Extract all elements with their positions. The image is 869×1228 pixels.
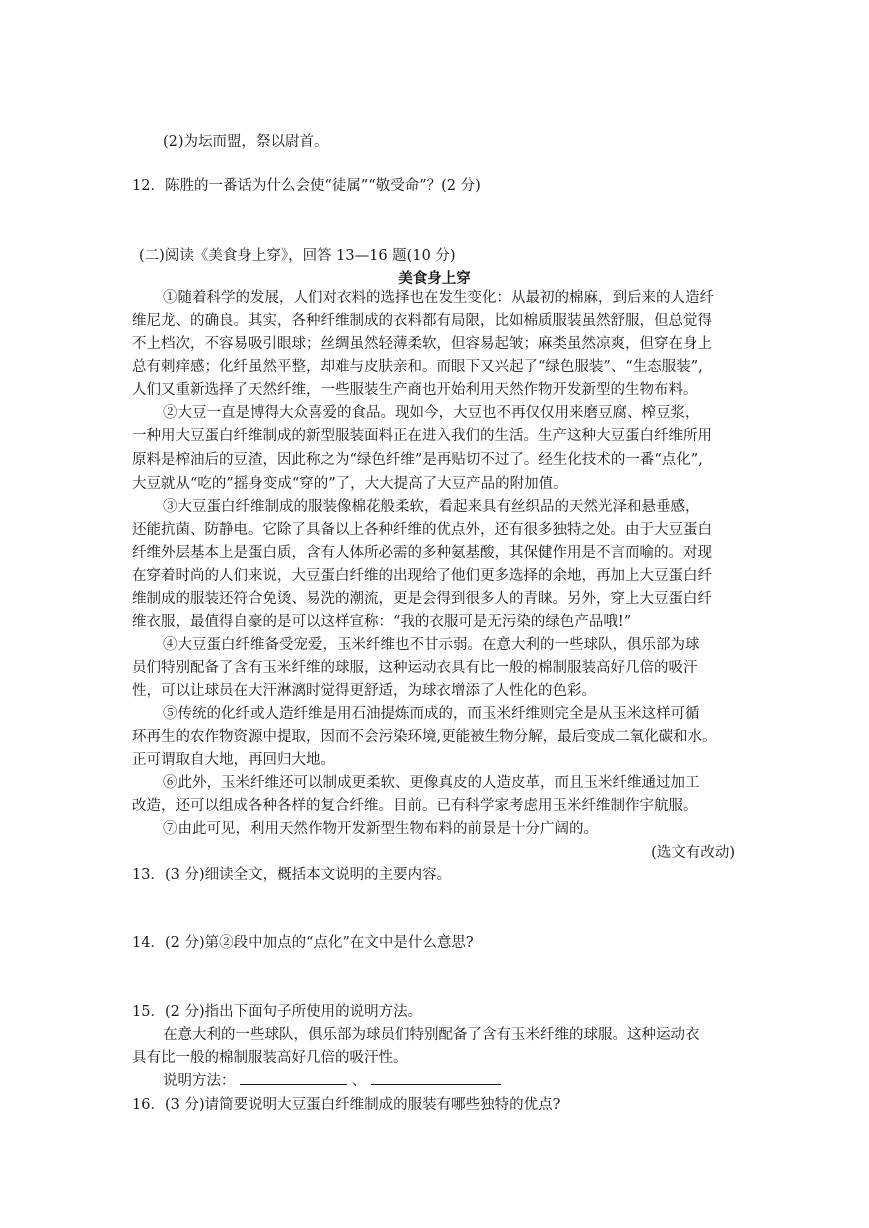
passage-line: 员们特别配备了含有玉米纤维的球服，这种运动衣具有比一般的棉制服装高好几倍的吸汗 [132, 660, 698, 676]
passage-line: ⑥此外，玉米纤维还可以制成更柔软、更像真皮的人造皮革，而且玉米纤维通过加工 [163, 775, 700, 791]
passage-line: 环再生的农作物资源中提取，因而不会污染环境,更能被生物分解，最后变成二氧化碳和水。 [132, 729, 717, 745]
question-13: 13．(3 分)细读全文，概括本文说明的主要内容。 [132, 867, 452, 883]
passage-line: 原料是榨油后的豆渣，因此称之为“绿色纤维”是再贴切不过了。经生化技术的一番“点化”, [132, 452, 703, 468]
passage-title: 美食身上穿 [398, 271, 471, 287]
passage-line: 还能抗菌、防静电。它除了具备以上各种纤维的优点外，还有很多独特之处。由于大豆蛋白 [132, 522, 712, 538]
question-15-sentence: 具有比一般的棉制服装高好几倍的吸汗性。 [132, 1050, 408, 1066]
passage-line: 维尼龙、的确良。其实，各种纤维制成的衣料都有局限，比如棉质服装虽然舒服，但总觉得 [132, 313, 712, 329]
passage-line: 纤维外层基本上是蛋白质，含有人体所必需的多种氨基酸，其保健作用是不言而喻的。对现 [132, 545, 712, 561]
passage-line: 维衣服，最值得自豪的是可以这样宣称：“我的衣服可是无污染的绿色产品哦!” [132, 614, 632, 630]
passage-line: ①随着科学的发展，人们对衣料的选择也在发生变化：从最初的棉麻，到后来的人造纤 [163, 290, 714, 306]
passage-line: ④大豆蛋白纤维备受宠爱，玉米纤维也不甘示弱。在意大利的一些球队，俱乐部为球 [163, 637, 700, 653]
question-15: 15．(2 分)指出下面句子所使用的说明方法。 [132, 1004, 423, 1020]
passage-line: 改造，还可以组成各种各样的复合纤维。目前。已有科学家考虑用玉米纤维制作宇航服。 [132, 798, 698, 814]
passage-line: 大豆就从“吃的”摇身变成“穿的”了，大大提高了大豆产品的附加值。 [132, 476, 568, 492]
question-15-sentence: 在意大利的一些球队，俱乐部为球员们特别配备了含有玉米纤维的球服。这种运动衣 [163, 1027, 700, 1043]
passage-line: 正可谓取自大地，再回归大地。 [132, 752, 335, 768]
question-14: 14．(2 分)第②段中加点的“点化”在文中是什么意思? [132, 935, 474, 951]
passage-line: ⑤传统的化纤或人造纤维是用石油提炼而成的，而玉米纤维则完全是从玉米这样可循 [163, 706, 700, 722]
passage-line: 一种用大豆蛋白纤维制成的新型服装面料正在进入我们的生活。生产这种大豆蛋白纤维所用 [132, 428, 712, 444]
question-12: 12．陈胜的一番话为什么会使“徒属”“敬受命”？(2 分) [132, 178, 481, 194]
passage-line: ③大豆蛋白纤维制成的服装像棉花般柔软，看起来具有丝织品的天然光泽和悬垂感， [163, 499, 700, 515]
passage-line: 不上档次，不容易吸引眼球；丝绸虽然轻薄柔软，但容易起皱；麻类虽然凉爽，但穿在身上 [132, 336, 712, 352]
passage-line: ②大豆一直是博得大众喜爱的食品。现如今，大豆也不再仅仅用来磨豆腐、榨豆浆， [163, 405, 700, 421]
passage-line: 性，可以让球员在大汗淋漓时觉得更舒适，为球衣增添了人性化的色彩。 [132, 683, 596, 699]
answer-blank-2[interactable] [371, 1070, 501, 1085]
answer-label: 说明方法： [163, 1073, 236, 1089]
passage-line: 人们又重新选择了天然纤维，一些服装生产商也开始利用天然作物开发新型的生物布料。 [132, 382, 698, 398]
section-heading: (二)阅读《美食身上穿》，回答 13—16 题(10 分) [139, 248, 456, 264]
question-16: 16．(3 分)请简要说明大豆蛋白纤维制成的服装有哪些独特的优点? [132, 1097, 561, 1113]
passage-line: 在穿着时尚的人们来说，大豆蛋白纤维的出现给了他们更多选择的余地，再加上大豆蛋白纤 [132, 568, 712, 584]
answer-blank-1[interactable] [240, 1070, 347, 1085]
passage-line: 总有刺痒感；化纤虽然平整，却难与皮肤亲和。而眼下又兴起了“绿色服装”、“生态服装”, [132, 359, 703, 375]
item-2-text: (2)为坛而盟，祭以尉首。 [163, 134, 329, 150]
passage-line: 维制成的服装还符合免烫、易洗的潮流，更是会得到很多人的青睐。另外，穿上大豆蛋白纤 [132, 591, 712, 607]
answer-line [163, 1069, 501, 1090]
answer-separator: 、 [351, 1073, 367, 1089]
passage-line: ⑦由此可见，利用天然作物开发新型生物布料的前景是十分广阔的。 [163, 821, 598, 837]
source-note: (选文有改动) [651, 845, 735, 861]
